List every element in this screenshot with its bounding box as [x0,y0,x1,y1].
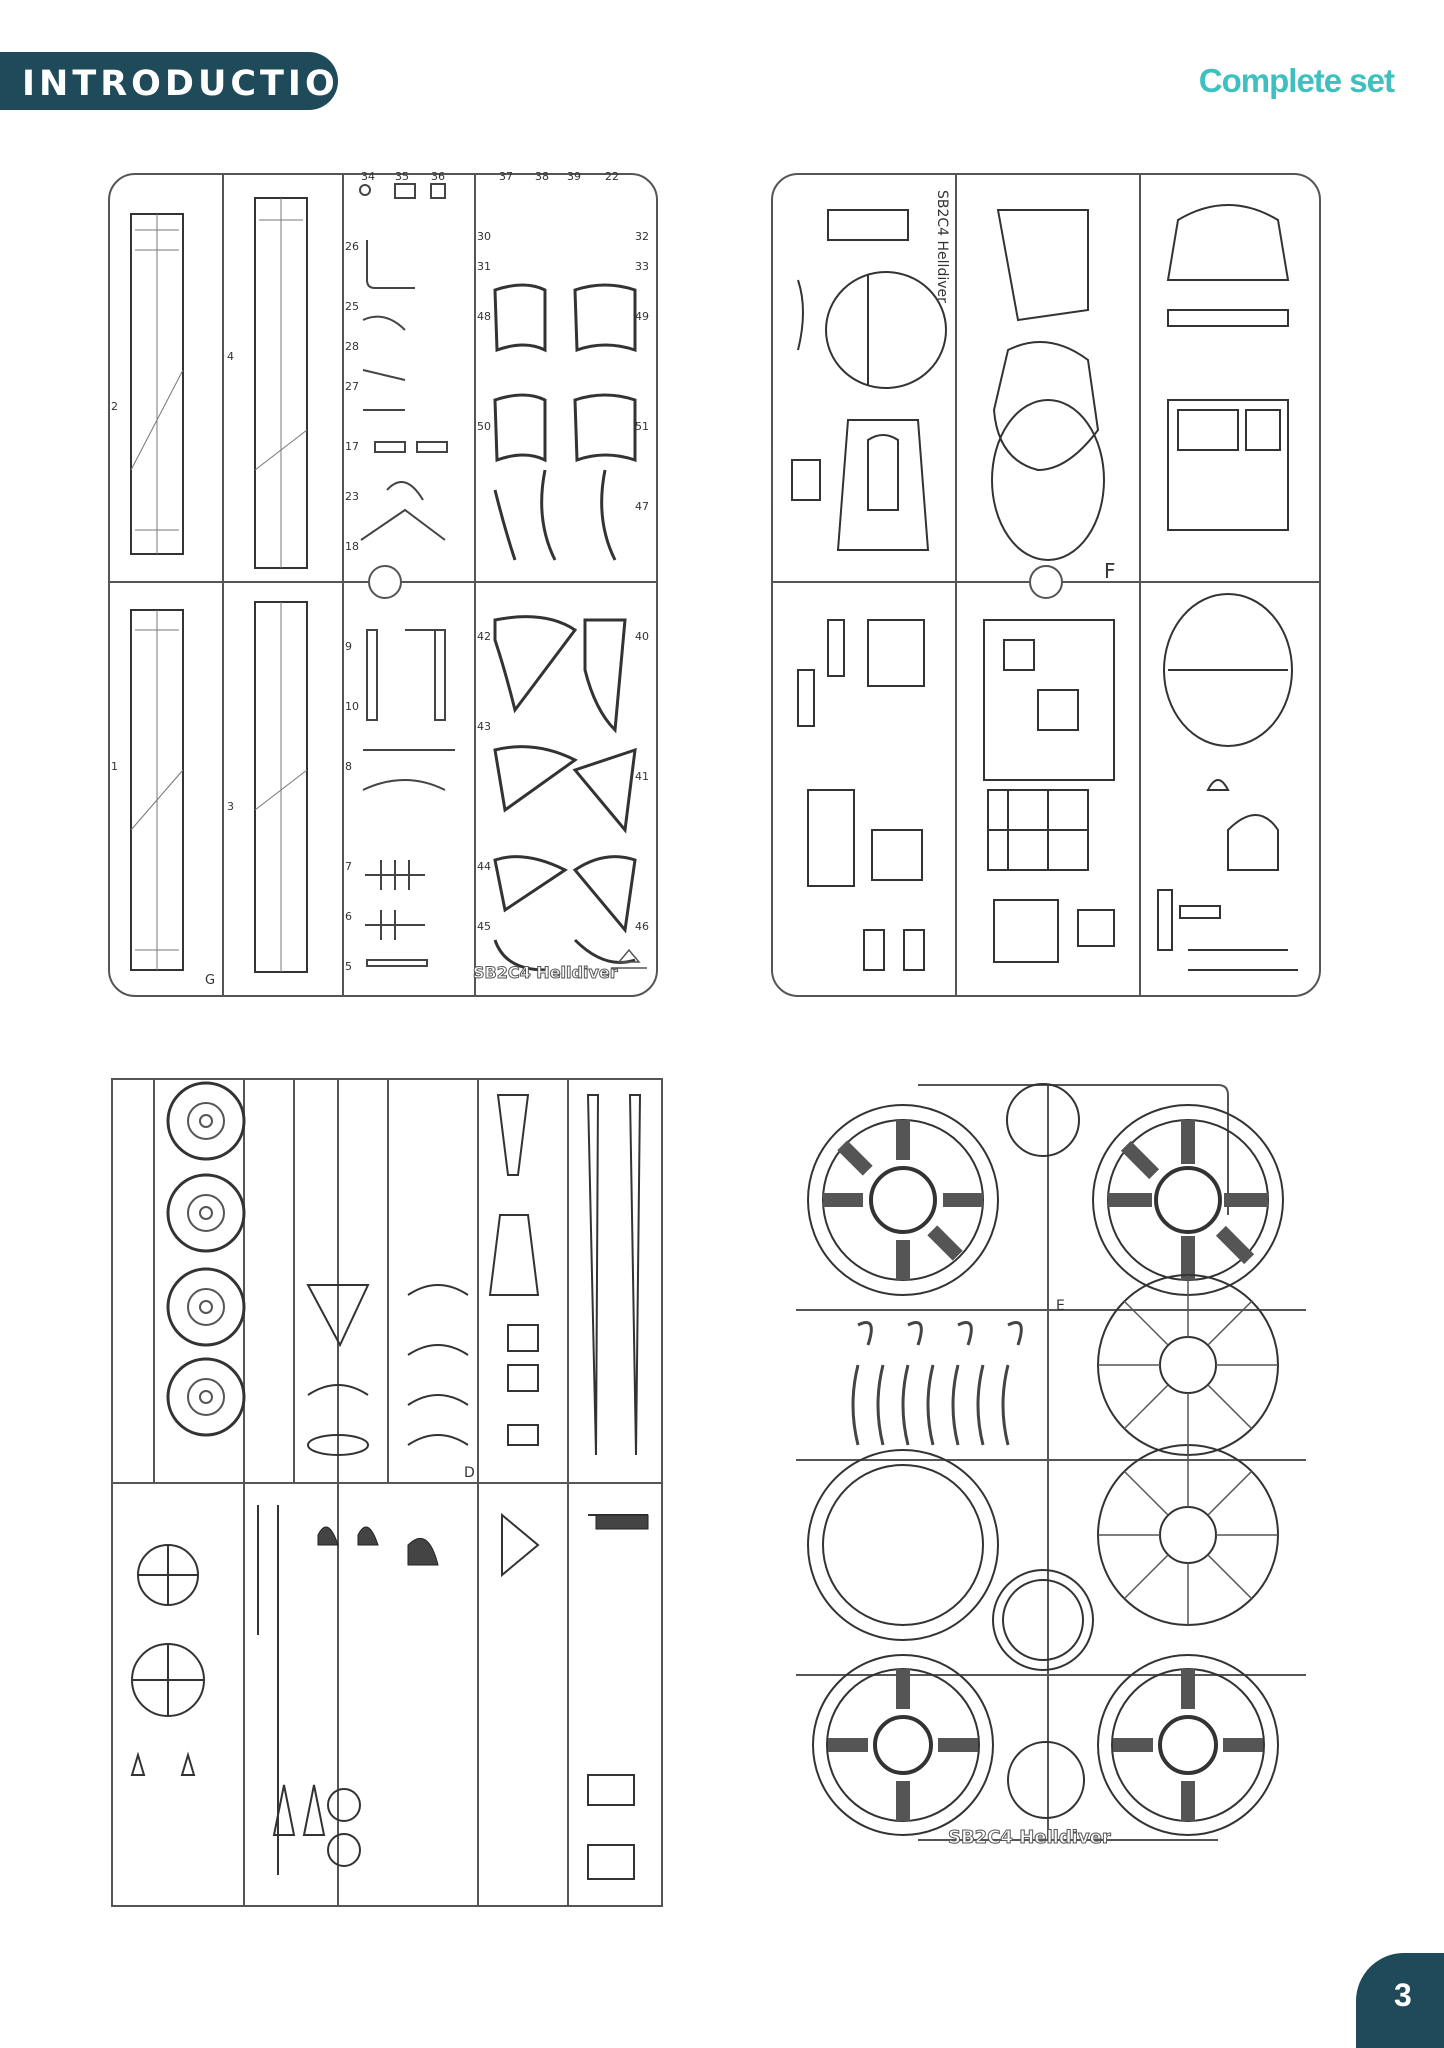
sprue-g-part-number: 36 [431,170,445,183]
sprue-g-part-number: 44 [477,860,491,873]
sprue-g-part-number: 30 [477,230,491,243]
sprue-g-part-number: 4 [227,350,234,363]
sprue-g-part-number: 33 [635,260,649,273]
sprue-g-part-number: 6 [345,910,352,923]
page-number-badge [1356,1953,1444,2048]
sprue-f-diagram [768,170,1324,1000]
sprue-g-part-number: 8 [345,760,352,773]
sprue-g-part-number: 39 [567,170,581,183]
sprue-g-part-number: 22 [605,170,619,183]
sprue-g-part-number: 51 [635,420,649,433]
sprue-f-letter: F [1104,559,1116,583]
sprue-g-part-number: 47 [635,500,649,513]
sprue-g-part-number: 1 [111,760,118,773]
sprue-g-part-number: 48 [477,310,491,323]
section-title: INTRODUCTION [22,64,372,104]
page-subtitle: Complete set [1198,62,1394,99]
sprue-g-part-number: 3 [227,800,234,813]
sprue-g-part-number: 27 [345,380,359,393]
sprue-g-part-number: 26 [345,240,359,253]
sprue-e-label: SB2C4 Helldiver [948,1827,1111,1848]
sprue-g-part-number: 31 [477,260,491,273]
sprue-g-part-number: 46 [635,920,649,933]
sprue-f-label: SB2C4 Helldiver [934,190,950,303]
sprue-g-letter: G [205,973,216,988]
sprue-g-part-number: 37 [499,170,513,183]
sprue-g-part-number: 34 [361,170,375,183]
sprue-g-part-number: 23 [345,490,359,503]
sprue-g-diagram [105,170,661,1000]
sprue-g-part-number: 10 [345,700,359,713]
sprue-g-part-number: 2 [111,400,118,413]
sprue-g-part-number: 17 [345,440,359,453]
sprue-g-part-number: 50 [477,420,491,433]
sprue-g-part-number: 43 [477,720,491,733]
sprue-g-part-number: 40 [635,630,649,643]
sprue-e-letter: E [1056,1298,1065,1314]
sprue-g-part-number: 18 [345,540,359,553]
sprue-g-part-number: 38 [535,170,549,183]
sprue-g-part-number: 42 [477,630,491,643]
sprue-g-label: SB2C4 Helldiver [473,963,618,982]
sprue-g-part-number: 35 [395,170,409,183]
page-number: 3 [1394,1977,1412,2013]
sprue-e-diagram [788,1065,1314,1860]
section-tab [0,52,372,110]
sprue-g-part-number: 32 [635,230,649,243]
sprue-g-part-number: 5 [345,960,352,973]
sprue-g-part-number: 25 [345,300,359,313]
sprue-g-part-number: 45 [477,920,491,933]
sprue-d-letter: D [464,1465,475,1481]
sprue-g-part-number: 9 [345,640,352,653]
sprue-g-part-number: 7 [345,860,352,873]
sprue-g-part-number: 28 [345,340,359,353]
sprue-g-part-number: 49 [635,310,649,323]
sprue-g-part-number: 41 [635,770,649,783]
sprue-d-diagram [108,1075,666,1910]
